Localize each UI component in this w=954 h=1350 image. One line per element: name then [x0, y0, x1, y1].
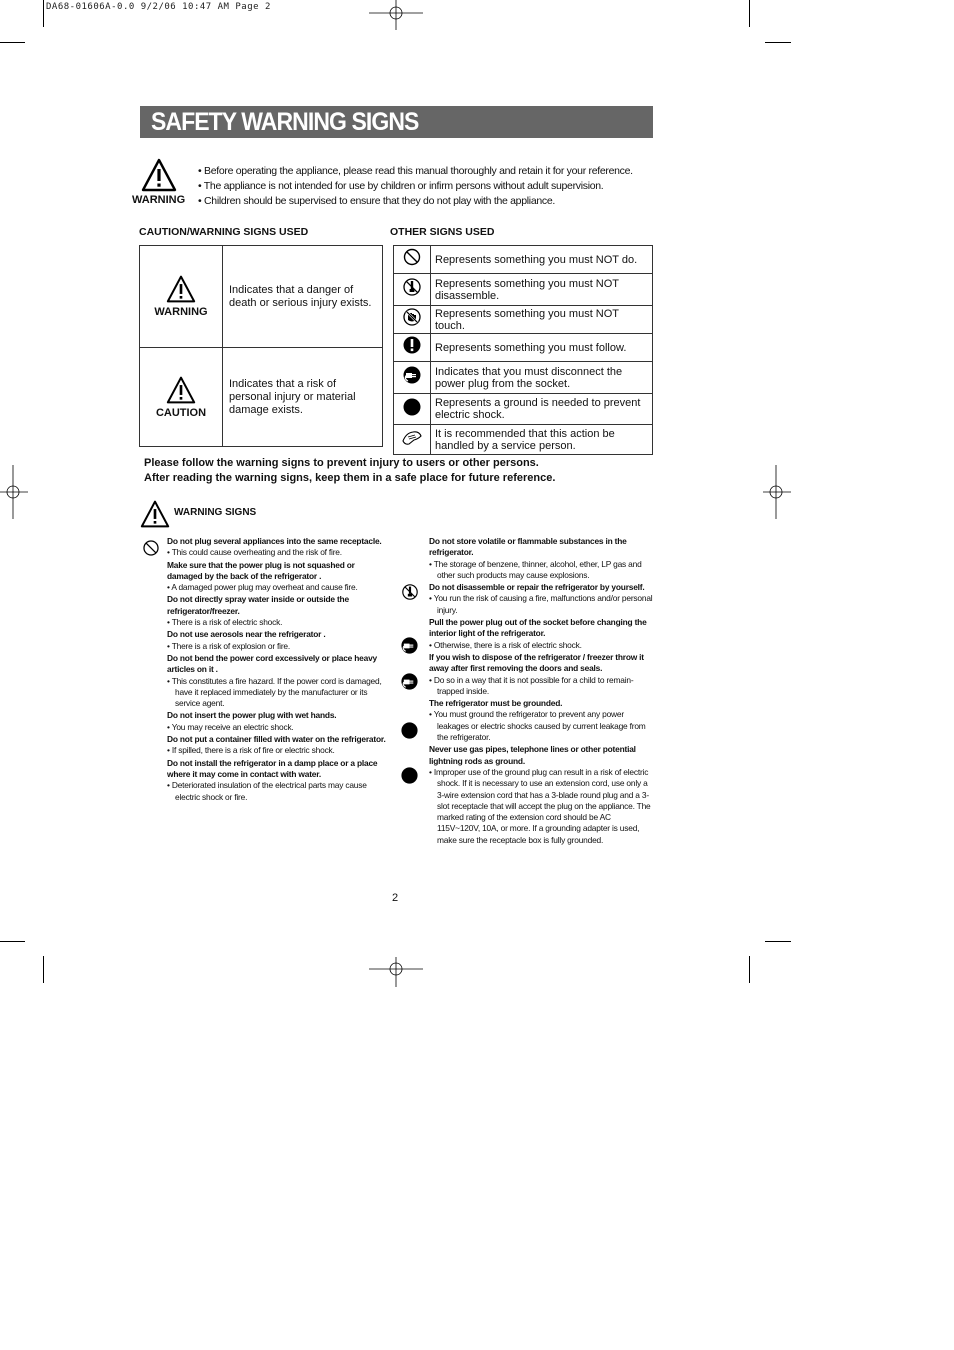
- sign-label: WARNING: [154, 306, 208, 318]
- intro-bullet: • The appliance is not intended for use by children or infirm persons without adult supervision.: [198, 180, 604, 192]
- sign-description: It is recommended that this action be handled by a service person.: [431, 425, 653, 455]
- caution-signs-heading: CAUTION/WARNING SIGNS USED: [139, 226, 309, 238]
- table-row: [140, 348, 383, 447]
- registration-mark: [369, 957, 423, 987]
- sign-description: Represents a ground is needed to prevent electric shock.: [431, 394, 653, 425]
- sign-label: CAUTION: [155, 406, 207, 419]
- crop-mark: [0, 42, 25, 43]
- no-icon: [142, 539, 160, 562]
- crop-mark: [749, 0, 750, 27]
- warning-item-title: Do not bend the power cord excessively or place heavy articles on it .: [167, 652, 378, 675]
- caution-signs-table: [139, 245, 383, 447]
- print-header: DA68-01606A-0.0 9/2/06 10:47 AM Page 2: [46, 2, 271, 12]
- warning-item-title: Make sure that the power plug is not squashed or damaged by the back of the refrigerator .: [167, 559, 355, 581]
- warning-item-title: Do not install the refrigerator in a damp place or a place where it may come in contact with water.: [167, 757, 378, 779]
- warning-item-title: If you wish to dispose of the refrigerator / freezer throw it away after first removing the doors and seals.: [429, 651, 644, 674]
- registration-mark: [763, 465, 791, 519]
- crop-mark: [0, 941, 25, 942]
- warning-item-title: Do not put a container filled with water on the refrigerator.: [167, 734, 386, 745]
- table-row: [140, 246, 383, 348]
- follow-line: After reading the warning signs, keep them in a safe place for future reference.: [144, 472, 556, 484]
- ground-icon: [400, 721, 419, 745]
- intro-bullet: • Children should be supervised to ensure that they do not play with the appliance.: [198, 195, 556, 207]
- warning-item-title: Do not disassemble or repair the refrigerator by yourself.: [429, 582, 645, 593]
- warning-item-title: Do not directly spray water inside or outside the refrigerator/freezer.: [167, 594, 349, 616]
- warning-item-note: • This constitutes a fire hazard. If the power cord is damaged, have it replaced immediately by the manufacturer or its service agent.: [167, 676, 391, 710]
- warning-signs-title: WARNING SIGNS: [174, 507, 257, 518]
- warning-item-title: Pull the power plug out of the socket before changing the interior light of the refrigerator.: [429, 617, 647, 639]
- warning-triangle-icon: [141, 275, 221, 306]
- sign-description: Represents something you must NOT disassemble.: [431, 274, 653, 306]
- warning-item-title: Do not insert the power plug with wet hands.: [167, 710, 337, 721]
- warning-item-note: • Otherwise, there is a risk of electric shock.: [429, 640, 653, 651]
- registration-mark: [0, 465, 28, 519]
- warning-item-note: • You run the risk of causing a fire, malfunctions and/or personal injury.: [429, 593, 653, 616]
- table-row: [394, 425, 653, 455]
- warning-item-title: Do not plug several appliances into the same receptacle.: [167, 536, 382, 546]
- no-disassemble-icon: [394, 274, 431, 306]
- ground-icon: [400, 766, 419, 790]
- warning-item-note: • There is a risk of explosion or fire.: [167, 641, 391, 652]
- page-number: 2: [392, 892, 399, 904]
- sign-cell: [140, 348, 223, 447]
- left-warning-list: [167, 535, 391, 803]
- intro-bullets: [198, 164, 633, 209]
- warning-item-note: • Deteriorated insulation of the electrical parts may cause electric shock or fire.: [167, 780, 391, 803]
- table-row: [394, 246, 653, 274]
- registration-mark: [369, 0, 423, 30]
- crop-mark: [43, 0, 44, 27]
- no-disassemble-icon: [401, 583, 419, 606]
- other-signs-table: [393, 245, 653, 455]
- warning-triangle-icon: [139, 158, 179, 197]
- follow-notice: [144, 456, 555, 486]
- table-row: [394, 334, 653, 362]
- warning-item-note: • The storage of benzene, thinner, alcohol, ether, LP gas and other such products may cause explosions.: [429, 559, 653, 582]
- warning-item-note: • You must ground the refrigerator to prevent any power leakages or electric shocks caused by current leakage from the refrigerator.: [429, 709, 653, 743]
- unplug-icon: [400, 672, 419, 696]
- table-row: [394, 394, 653, 425]
- sign-description: Indicates that a risk of personal injury or material damage exists.: [223, 348, 383, 447]
- no-icon: [394, 246, 431, 274]
- warning-item-note: • A damaged power plug may overheat and cause fire.: [167, 582, 391, 593]
- intro-bullet: • Before operating the appliance, please read this manual thoroughly and retain it for your reference.: [198, 165, 633, 177]
- intro-warning-label: WARNING: [132, 194, 186, 206]
- warning-item-title: Do not store volatile or flammable substances in the refrigerator.: [429, 536, 627, 558]
- follow-line: Please follow the warning signs to prevent injury to users or other persons.: [144, 457, 539, 469]
- warning-item-title: The refrigerator must be grounded.: [429, 698, 563, 709]
- warning-item-note: • You may receive an electric shock.: [167, 722, 391, 733]
- unplug-icon: [394, 362, 431, 394]
- table-row: [394, 362, 653, 394]
- page-title: SAFETY WARNING SIGNS: [151, 108, 419, 136]
- crop-mark: [43, 956, 44, 983]
- unplug-icon: [400, 636, 419, 660]
- sign-description: Represents something you must NOT touch.: [431, 306, 653, 334]
- warning-item-note: • This could cause overheating and the risk of fire.: [167, 547, 391, 558]
- warning-item-title: Do not use aerosols near the refrigerator .: [167, 629, 326, 640]
- crop-mark: [765, 941, 791, 942]
- must-follow-icon: [394, 334, 431, 362]
- sign-cell: [140, 246, 223, 348]
- table-row: [394, 274, 653, 306]
- warning-item-note: • There is a risk of electric shock.: [167, 617, 391, 628]
- sign-description: Represents something you must NOT do.: [431, 246, 653, 274]
- warning-item-note: • Improper use of the ground plug can result in a risk of electric shock. If it is necessary to use an extension cord, use only a 3-wire extension cord that has a 3-blade round plug and a 3-slot receptacle that will accept the plug on the appliance. The marked rating of the extension cord should be AC 115V~120V, 10A, or more. If a grounding adapter is used, make sure the receptacle box is fully grounded.: [429, 767, 653, 846]
- other-signs-heading: OTHER SIGNS USED: [390, 226, 495, 238]
- crop-mark: [765, 42, 791, 43]
- service-person-icon: [394, 425, 431, 455]
- table-row: [394, 306, 653, 334]
- caution-triangle-icon: [141, 376, 221, 407]
- right-warning-list: [429, 535, 653, 846]
- warning-item-title: Never use gas pipes, telephone lines or other potential lightning rods as ground.: [429, 744, 636, 766]
- ground-icon: [394, 394, 431, 425]
- sign-description: Indicates that a danger of death or serious injury exists.: [223, 246, 383, 348]
- warning-item-note: • Do so in a way that it is not possible for a child to remain-trapped inside.: [429, 675, 653, 698]
- page-title-bar: [140, 106, 653, 138]
- sign-description: Indicates that you must disconnect the power plug from the socket.: [431, 362, 653, 394]
- sign-description: Represents something you must follow.: [431, 334, 653, 362]
- warning-item-note: • If spilled, there is a risk of fire or electric shock.: [167, 745, 391, 756]
- crop-mark: [749, 956, 750, 983]
- no-touch-icon: [394, 306, 431, 334]
- warning-triangle-icon: [140, 500, 170, 531]
